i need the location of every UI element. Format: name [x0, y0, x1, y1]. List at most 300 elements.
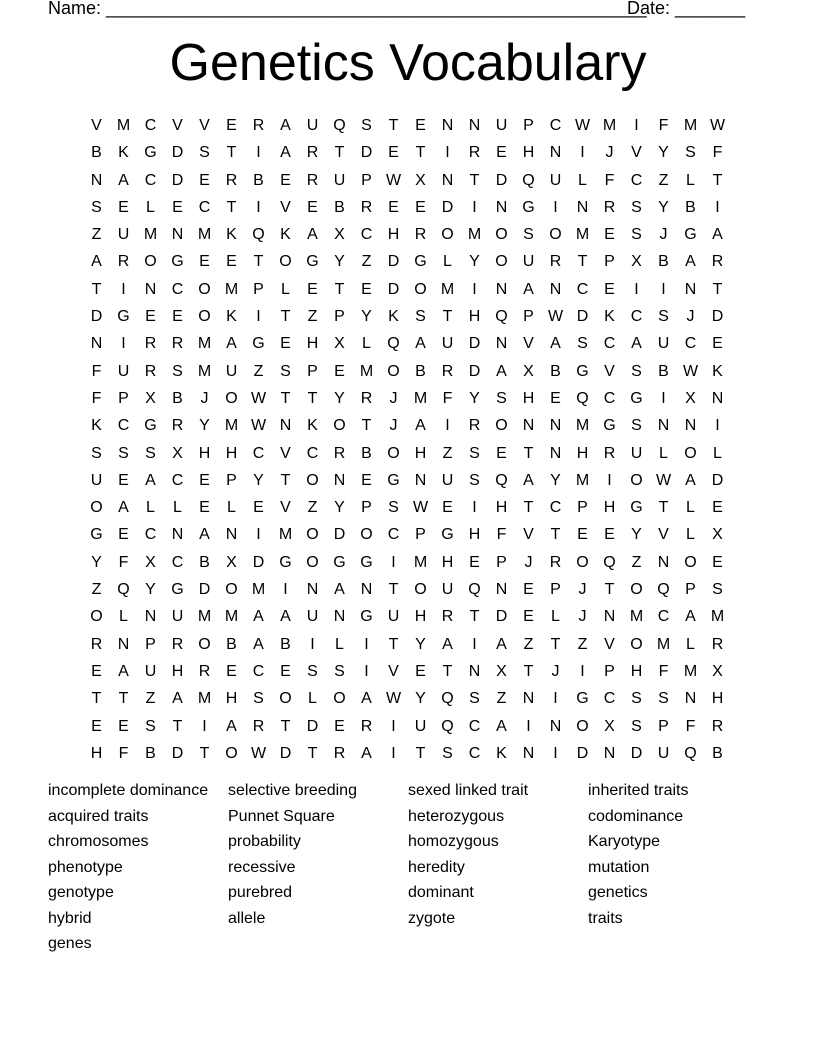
word-list-item: traits	[588, 909, 623, 927]
grid-letter: L	[551, 608, 560, 626]
grid-letter: R	[90, 635, 103, 653]
grid-letter: I	[391, 553, 396, 571]
grid-letter: S	[523, 226, 534, 244]
grid-letter: G	[252, 335, 265, 353]
grid-letter: S	[91, 444, 102, 462]
grid-letter: B	[712, 744, 723, 762]
grid-letter: E	[91, 662, 102, 680]
grid-letter: X	[496, 662, 507, 680]
grid-letter: U	[441, 581, 454, 599]
grid-letter: G	[144, 144, 157, 162]
grid-letter: R	[441, 608, 454, 626]
grid-letter: I	[256, 526, 261, 544]
grid-letter: B	[199, 553, 210, 571]
grid-letter: F	[658, 662, 669, 680]
grid-letter: O	[414, 581, 427, 599]
grid-letter: S	[577, 335, 588, 353]
grid-letter: V	[280, 499, 291, 517]
grid-letter: O	[495, 226, 508, 244]
grid-letter: C	[306, 444, 319, 462]
grid-letter: R	[171, 335, 184, 353]
grid-letter: S	[631, 198, 642, 216]
grid-letter: T	[388, 117, 399, 134]
grid-letter: S	[442, 744, 453, 762]
grid-letter: S	[199, 144, 210, 162]
grid-letter: W	[655, 471, 672, 489]
grid-letter: W	[250, 744, 267, 762]
grid-letter: L	[578, 171, 587, 189]
grid-letter: R	[252, 717, 265, 735]
grid-letter: D	[387, 253, 400, 271]
grid-letter: G	[90, 526, 103, 544]
grid-letter: E	[496, 144, 507, 162]
grid-letter: H	[468, 308, 481, 326]
grid-letter: I	[445, 144, 450, 162]
grid-letter: Y	[199, 417, 210, 435]
grid-letter: D	[90, 308, 103, 326]
grid-letter: A	[685, 471, 696, 489]
grid-letter: B	[550, 362, 561, 380]
grid-letter: C	[630, 308, 643, 326]
grid-letter: O	[441, 226, 454, 244]
grid-letter: N	[171, 226, 184, 244]
grid-letter: X	[172, 444, 183, 462]
grid-letter: A	[307, 226, 318, 244]
grid-letter: U	[90, 471, 103, 489]
grid-letter: E	[604, 226, 615, 244]
grid-letter: Y	[334, 253, 345, 271]
grid-letter: E	[307, 280, 318, 298]
grid-letter: P	[523, 117, 534, 134]
word-list-item: chromosomes	[48, 833, 149, 850]
grid-letter: X	[631, 253, 642, 271]
grid-letter: U	[441, 471, 454, 489]
grid-letter: A	[361, 690, 372, 708]
grid-letter: U	[306, 117, 319, 134]
grid-letter: T	[415, 744, 426, 762]
grid-letter: P	[253, 280, 264, 298]
grid-letter: W	[547, 308, 564, 326]
grid-letter: N	[576, 198, 589, 216]
word-list-item: genetics	[588, 884, 648, 901]
grid-letter: E	[334, 362, 345, 380]
grid-letter: Q	[117, 581, 130, 599]
grid-letter: I	[580, 144, 585, 162]
grid-letter: I	[661, 280, 666, 298]
grid-letter: S	[361, 117, 372, 134]
grid-letter: O	[90, 608, 103, 626]
grid-letter: S	[712, 581, 723, 599]
grid-letter: R	[441, 362, 454, 380]
grid-letter: M	[224, 280, 239, 298]
grid-letter: H	[387, 226, 400, 244]
grid-letter: D	[171, 144, 184, 162]
grid-letter: I	[634, 280, 639, 298]
grid-letter: U	[549, 171, 562, 189]
grid-letter: M	[359, 362, 374, 380]
grid-letter: R	[711, 635, 724, 653]
grid-letter: O	[306, 471, 319, 489]
grid-letter: O	[630, 635, 643, 653]
grid-letter: C	[117, 417, 130, 435]
grid-letter: G	[144, 417, 157, 435]
grid-letter: T	[253, 253, 264, 271]
grid-letter: U	[657, 744, 670, 762]
grid-letter: A	[415, 417, 426, 435]
grid-letter: R	[468, 417, 481, 435]
grid-letter: A	[199, 526, 210, 544]
grid-letter: M	[656, 635, 671, 653]
grid-letter: Z	[442, 444, 453, 462]
grid-letter: C	[468, 744, 481, 762]
grid-letter: V	[631, 144, 642, 162]
grid-letter: N	[414, 471, 427, 489]
grid-letter: O	[576, 717, 589, 735]
grid-letter: I	[553, 744, 558, 762]
grid-letter: H	[522, 389, 535, 407]
grid-letter: R	[144, 362, 157, 380]
word-list-item: heredity	[408, 858, 465, 876]
grid-letter: N	[144, 608, 157, 626]
grid-letter: L	[146, 198, 155, 216]
grid-letter: A	[415, 335, 426, 353]
word-list-item: genotype	[48, 884, 114, 901]
grid-letter: R	[549, 253, 562, 271]
grid-letter: P	[685, 581, 696, 599]
word-search-grid	[83, 112, 731, 767]
grid-letter: C	[252, 444, 265, 462]
grid-letter: T	[280, 717, 291, 735]
grid-letter: T	[604, 581, 615, 599]
grid-letter: K	[280, 226, 291, 244]
grid-letter: J	[686, 308, 695, 326]
grid-letter: E	[280, 335, 291, 353]
grid-letter: F	[91, 362, 102, 380]
grid-letter: O	[225, 581, 238, 599]
grid-letter: D	[198, 581, 211, 599]
grid-letter: B	[145, 744, 156, 762]
grid-letter: A	[280, 117, 291, 134]
grid-letter: T	[712, 171, 723, 189]
grid-letter: O	[630, 581, 643, 599]
grid-letter: I	[364, 662, 369, 680]
grid-letter: R	[711, 717, 724, 735]
grid-letter: D	[495, 171, 508, 189]
grid-letter: J	[605, 144, 614, 162]
grid-letter: I	[661, 389, 666, 407]
grid-letter: N	[441, 171, 454, 189]
grid-letter: X	[415, 171, 426, 189]
grid-letter: M	[143, 226, 158, 244]
grid-letter: B	[91, 144, 102, 162]
grid-letter: Y	[361, 308, 372, 326]
grid-letter: N	[549, 444, 562, 462]
grid-letter: A	[361, 744, 372, 762]
grid-letter: L	[713, 444, 722, 462]
grid-letter: U	[144, 662, 157, 680]
grid-letter: N	[225, 526, 238, 544]
grid-letter: P	[604, 253, 615, 271]
grid-letter: R	[603, 198, 616, 216]
grid-letter: G	[360, 608, 373, 626]
grid-letter: E	[307, 198, 318, 216]
grid-letter: N	[549, 280, 562, 298]
grid-letter: R	[711, 253, 724, 271]
word-list-item: incomplete dominance	[48, 782, 209, 799]
grid-letter: R	[360, 389, 373, 407]
grid-letter: D	[495, 608, 508, 626]
grid-letter: E	[361, 280, 372, 298]
grid-letter: F	[118, 744, 129, 762]
word-list-item: dominant	[408, 884, 474, 901]
grid-letter: N	[441, 117, 454, 134]
grid-letter: O	[333, 690, 346, 708]
grid-letter: I	[472, 635, 477, 653]
grid-letter: U	[171, 608, 184, 626]
grid-letter: V	[172, 117, 183, 134]
grid-letter: D	[468, 362, 481, 380]
grid-letter: M	[683, 662, 698, 680]
grid-letter: C	[252, 662, 265, 680]
word-list-item: mutation	[588, 858, 650, 876]
grid-letter: U	[522, 253, 535, 271]
grid-letter: E	[199, 499, 210, 517]
grid-letter: N	[468, 117, 481, 134]
grid-letter: N	[549, 144, 562, 162]
grid-letter: Y	[145, 581, 156, 599]
grid-letter: X	[523, 362, 534, 380]
grid-letter: E	[388, 198, 399, 216]
grid-letter: E	[145, 308, 156, 326]
grid-letter: D	[171, 744, 184, 762]
grid-letter: Q	[495, 308, 508, 326]
grid-letter: H	[576, 444, 589, 462]
grid-letter: M	[116, 117, 131, 134]
grid-letter: P	[226, 471, 237, 489]
grid-letter: G	[171, 253, 184, 271]
grid-letter: W	[250, 389, 267, 407]
grid-letter: B	[685, 198, 696, 216]
grid-letter: C	[576, 280, 589, 298]
grid-letter: D	[630, 744, 643, 762]
grid-letter: A	[253, 608, 264, 626]
grid-letter: A	[550, 335, 561, 353]
name-field-label: Name: ______________________________________________________	[48, 0, 647, 18]
date-field-label: Date: _______	[627, 0, 746, 18]
word-list-item: probability	[228, 833, 301, 850]
grid-letter: T	[334, 280, 345, 298]
grid-letter: Y	[91, 553, 102, 571]
grid-letter: P	[361, 171, 372, 189]
grid-letter: F	[604, 171, 615, 189]
grid-letter: P	[361, 499, 372, 517]
grid-letter: K	[712, 362, 723, 380]
grid-letter: G	[630, 389, 643, 407]
grid-letter: V	[199, 117, 210, 134]
grid-letter: R	[171, 417, 184, 435]
grid-letter: H	[198, 444, 211, 462]
grid-letter: H	[171, 662, 184, 680]
grid-letter: I	[607, 471, 612, 489]
grid-letter: O	[495, 253, 508, 271]
grid-letter: S	[145, 444, 156, 462]
grid-letter: T	[658, 499, 669, 517]
grid-letter: B	[172, 389, 183, 407]
grid-letter: N	[684, 280, 697, 298]
grid-letter: E	[523, 608, 534, 626]
header-line	[48, 0, 748, 19]
grid-letter: H	[630, 662, 643, 680]
grid-letter: N	[90, 171, 103, 189]
grid-letter: L	[173, 499, 182, 517]
grid-letter: I	[553, 198, 558, 216]
grid-letter: I	[202, 717, 207, 735]
grid-letter: Z	[496, 690, 507, 708]
grid-letter: D	[576, 744, 589, 762]
grid-letter: J	[389, 389, 398, 407]
grid-letter: A	[226, 717, 237, 735]
grid-letter: T	[388, 635, 399, 653]
grid-letter: F	[685, 717, 696, 735]
grid-letter: A	[496, 717, 507, 735]
grid-letter: G	[117, 308, 130, 326]
grid-letter: S	[280, 362, 291, 380]
grid-letter: O	[306, 553, 319, 571]
grid-letter: A	[280, 144, 291, 162]
grid-letter: D	[360, 144, 373, 162]
grid-letter: U	[441, 335, 454, 353]
grid-letter: D	[306, 717, 319, 735]
grid-letter: I	[472, 499, 477, 517]
grid-letter: O	[144, 253, 157, 271]
grid-letter: F	[658, 117, 669, 134]
grid-letter: O	[306, 526, 319, 544]
grid-letter: N	[171, 526, 184, 544]
grid-letter: F	[496, 526, 507, 544]
grid-letter: S	[496, 389, 507, 407]
grid-letter: G	[522, 198, 535, 216]
grid-letter: R	[306, 171, 319, 189]
grid-letter: Y	[334, 389, 345, 407]
grid-letter: N	[495, 198, 508, 216]
grid-letter: Y	[334, 499, 345, 517]
grid-letter: B	[658, 253, 669, 271]
grid-letter: N	[684, 417, 697, 435]
grid-letter: A	[118, 171, 129, 189]
word-list-item: purebred	[228, 884, 293, 901]
grid-letter: I	[310, 635, 315, 653]
grid-letter: N	[495, 335, 508, 353]
grid-letter: S	[91, 198, 102, 216]
grid-letter: I	[580, 662, 585, 680]
grid-letter: J	[524, 553, 533, 571]
grid-letter: E	[280, 662, 291, 680]
grid-letter: O	[333, 417, 346, 435]
grid-letter: B	[280, 635, 291, 653]
word-list-item: codominance	[588, 807, 684, 825]
grid-letter: M	[413, 389, 428, 407]
grid-letter: L	[443, 253, 452, 271]
word-list-item: genes	[48, 935, 92, 952]
grid-letter: G	[387, 471, 400, 489]
grid-letter: J	[551, 662, 560, 680]
word-list	[48, 778, 768, 957]
grid-letter: E	[118, 526, 129, 544]
grid-letter: O	[414, 280, 427, 298]
grid-letter: L	[362, 335, 371, 353]
grid-letter: E	[280, 171, 291, 189]
grid-letter: T	[226, 144, 237, 162]
word-list-item: Karyotype	[588, 833, 661, 850]
grid-letter: Q	[684, 744, 697, 762]
grid-letter: E	[226, 117, 237, 134]
grid-letter: R	[360, 717, 373, 735]
grid-letter: X	[334, 226, 345, 244]
grid-letter: R	[225, 171, 238, 189]
grid-letter: S	[388, 499, 399, 517]
grid-letter: A	[334, 581, 345, 599]
grid-letter: M	[440, 280, 455, 298]
grid-letter: Y	[550, 471, 561, 489]
grid-letter: T	[307, 389, 318, 407]
grid-letter: C	[171, 471, 184, 489]
grid-letter: I	[634, 117, 639, 134]
grid-letter: C	[549, 117, 562, 134]
grid-letter: T	[415, 144, 426, 162]
grid-letter: R	[117, 253, 130, 271]
grid-letter: O	[576, 553, 589, 571]
grid-letter: T	[577, 253, 588, 271]
grid-letter: D	[279, 744, 292, 762]
grid-letter: E	[226, 253, 237, 271]
grid-letter: C	[603, 335, 616, 353]
grid-letter: E	[415, 662, 426, 680]
grid-letter: U	[630, 444, 643, 462]
grid-letter: X	[712, 662, 723, 680]
grid-letter: E	[118, 198, 129, 216]
grid-letter: L	[281, 280, 290, 298]
grid-letter: O	[360, 526, 373, 544]
grid-letter: I	[256, 198, 261, 216]
grid-letter: D	[171, 171, 184, 189]
grid-letter: H	[441, 553, 454, 571]
grid-letter: S	[253, 690, 264, 708]
grid-letter: E	[469, 553, 480, 571]
grid-letter: A	[496, 362, 507, 380]
grid-letter: M	[575, 417, 590, 435]
grid-letter: G	[630, 499, 643, 517]
grid-letter: W	[385, 171, 402, 189]
grid-letter: J	[200, 389, 209, 407]
grid-letter: I	[256, 308, 261, 326]
grid-letter: W	[574, 117, 591, 134]
grid-letter: T	[712, 280, 723, 298]
grid-letter: I	[715, 198, 720, 216]
grid-letter: W	[385, 690, 402, 708]
grid-letter: X	[145, 389, 156, 407]
grid-letter: S	[469, 444, 480, 462]
grid-letter: O	[387, 362, 400, 380]
grid-letter: M	[197, 690, 212, 708]
grid-letter: O	[225, 744, 238, 762]
grid-letter: P	[334, 308, 345, 326]
grid-letter: B	[253, 171, 264, 189]
grid-letter: N	[90, 335, 103, 353]
grid-letter: H	[414, 444, 427, 462]
grid-letter: C	[603, 690, 616, 708]
grid-letter: Y	[469, 253, 480, 271]
grid-letter: A	[631, 335, 642, 353]
